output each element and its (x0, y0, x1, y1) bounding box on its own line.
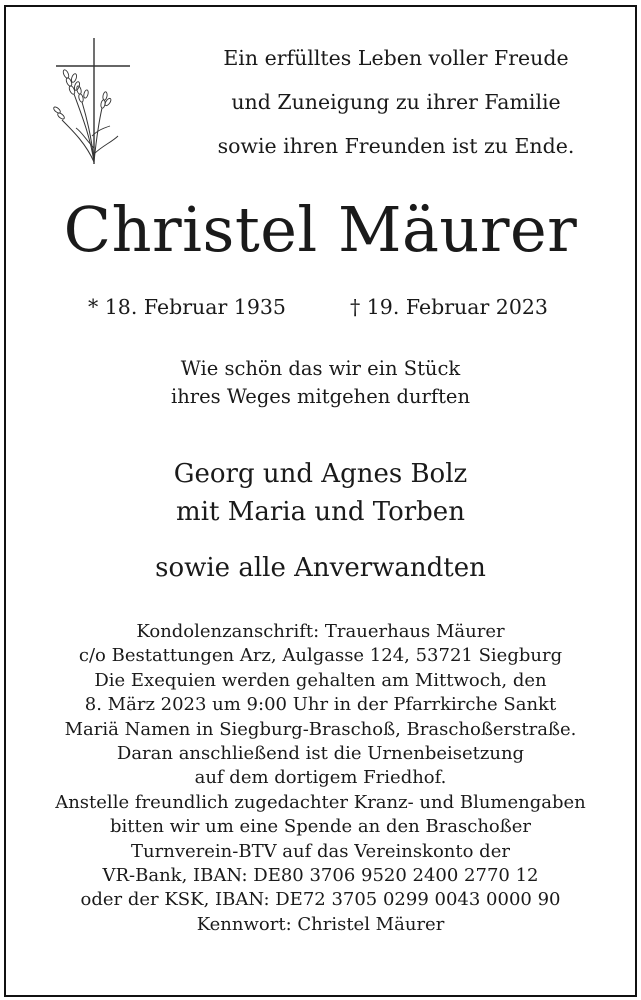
opening-quote (196, 36, 596, 168)
info-line: Turnverein-BTV auf das Vereinskonto der (131, 840, 510, 862)
cross-wheat-icon (52, 36, 132, 168)
info-line: Daran anschließend ist die Urnenbeisetzung (116, 743, 525, 765)
family-mourners (0, 455, 641, 531)
verse (0, 355, 641, 411)
info-line: Anstelle freundlich zugedachter Kranz- und Blumengaben (55, 791, 586, 813)
info-line: auf dem dortigem Friedhof. (194, 767, 447, 789)
info-line: Die Exequien werden gehalten am Mittwoch, den (94, 669, 547, 691)
family-line: mit Maria und Torben (176, 497, 465, 527)
verse-line: Wie schön das wir ein Stück (180, 357, 461, 380)
info-line: bitten wir um eine Spende an den Braschoßer (109, 816, 532, 838)
service-info (0, 620, 641, 937)
info-line: oder der KSK, IBAN: DE72 3705 0299 0043 0000 90 (80, 889, 561, 911)
info-line: c/o Bestattungen Arz, Aulgasse 124, 53721 Siegburg (78, 645, 563, 667)
info-line: VR-Bank, IBAN: DE80 3706 9520 2400 2770 12 (102, 865, 539, 887)
family-line: Georg und Agnes Bolz (173, 459, 468, 489)
relatives-line: sowie alle Anverwandten (155, 553, 486, 583)
quote-line: Ein erfülltes Leben voller Freude (223, 46, 569, 70)
birth-date: * 18. Februar 1935 (88, 295, 286, 319)
info-line: Mariä Namen in Siegburg-Braschoß, Braschoßerstraße. (64, 718, 577, 740)
quote-line: und Zuneigung zu ihrer Familie (231, 90, 561, 114)
quote-line: sowie ihren Freunden ist zu Ende. (217, 134, 575, 158)
info-line: 8. März 2023 um 9:00 Uhr in der Pfarrkirche Sankt (84, 694, 557, 716)
deceased-name: Christel Mäurer (63, 193, 578, 266)
info-line: Kennwort: Christel Mäurer (196, 913, 445, 935)
verse-line: ihres Weges mitgehen durften (170, 385, 471, 408)
death-date: † 19. Februar 2023 (350, 295, 548, 319)
info-line: Kondolenzanschrift: Trauerhaus Mäurer (136, 621, 505, 642)
